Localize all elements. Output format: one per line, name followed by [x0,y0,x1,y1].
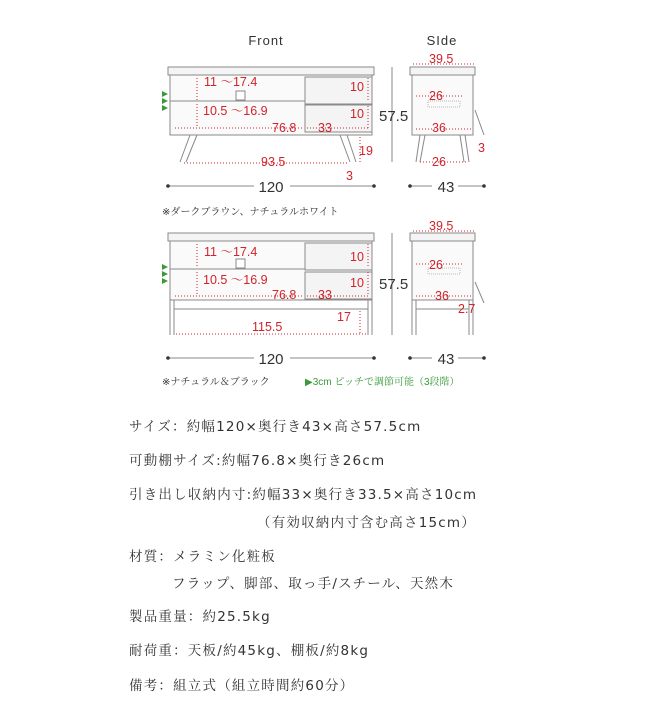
side-heading: SIde [426,33,458,48]
spec-size: サイズ：約幅120×奥行き43×高さ57.5cm [129,419,422,435]
spec-weight: 製品重量：約25.5kg [129,609,271,625]
side1-offset: 3 [478,141,485,155]
front2-top-opening: 11 ～17.4 [204,245,258,259]
spec-load: 耐荷重：天板/約45kg、棚板/約8kg [129,643,370,659]
note-2: ※ナチュラル＆ブラック [162,377,270,388]
spec-drawer-effective: （有効収納内寸含む高さ15cm） [257,515,476,531]
front1-shelf-width: 76.8 [272,121,297,135]
front2-height: 57.5 [379,276,409,293]
side2-mid: 36 [435,289,449,303]
front2-width: 120 [258,351,284,368]
front2-lower-opening: 10.5 ～16.9 [203,273,268,287]
shelf-pitch-arrows-2 [162,264,168,284]
front2-base-width: 115.5 [252,320,283,334]
side-view-1 [410,67,484,186]
front1-width: 120 [258,179,284,196]
side1-leg: 26 [432,155,446,169]
side1-mid: 36 [432,121,446,135]
front1-drawer-top: 10 [350,80,364,94]
front1-leg-offset: 3 [346,169,353,183]
front1-leg-height: 19 [359,144,373,158]
shelf-pitch-arrows-1 [162,91,168,111]
spec-shelf-size: 可動棚サイズ:約幅76.8×奥行き26cm [129,453,386,469]
spec-material: 材質：メラミン化粧板 [129,549,276,565]
pitch-note: ▶3cm ピッチで調節可能（3段階） [305,377,460,388]
side1-depth: 43 [437,179,455,196]
front1-drawer-width: 33 [318,121,332,135]
spec-material-detail: フラップ、脚部、取っ手/スチール、天然木 [172,576,455,592]
side1-top: 39.5 [429,52,454,66]
front2-drawer-width: 33 [318,288,332,302]
front1-lower-opening: 10.5 ～16.9 [203,104,268,118]
note-1: ※ダークブラウン、ナチュラルホワイト [162,207,339,218]
spec-notes: 備考：組立式（組立時間約60分） [129,678,355,694]
side2-depth: 43 [437,351,455,368]
front2-shelf-width: 76.8 [272,288,297,302]
front2-drawer-top: 10 [350,250,364,264]
side2-shelf: 26 [429,258,443,272]
spec-drawer-size: 引き出し収納内寸:約幅33×奥行き33.5×高さ10cm [129,487,478,503]
front2-drawer-bottom: 10 [350,276,364,290]
side1-shelf: 26 [429,89,443,103]
side2-offset: 2.7 [458,302,476,316]
front1-leg-span: 93.5 [261,155,286,169]
front2-leg-height: 17 [337,310,351,324]
front1-height: 57.5 [379,108,409,125]
front-heading: Front [248,33,284,48]
front1-drawer-bottom: 10 [350,107,364,121]
front1-top-opening: 11 ～17.4 [204,75,258,89]
side2-top: 39.5 [429,219,454,233]
